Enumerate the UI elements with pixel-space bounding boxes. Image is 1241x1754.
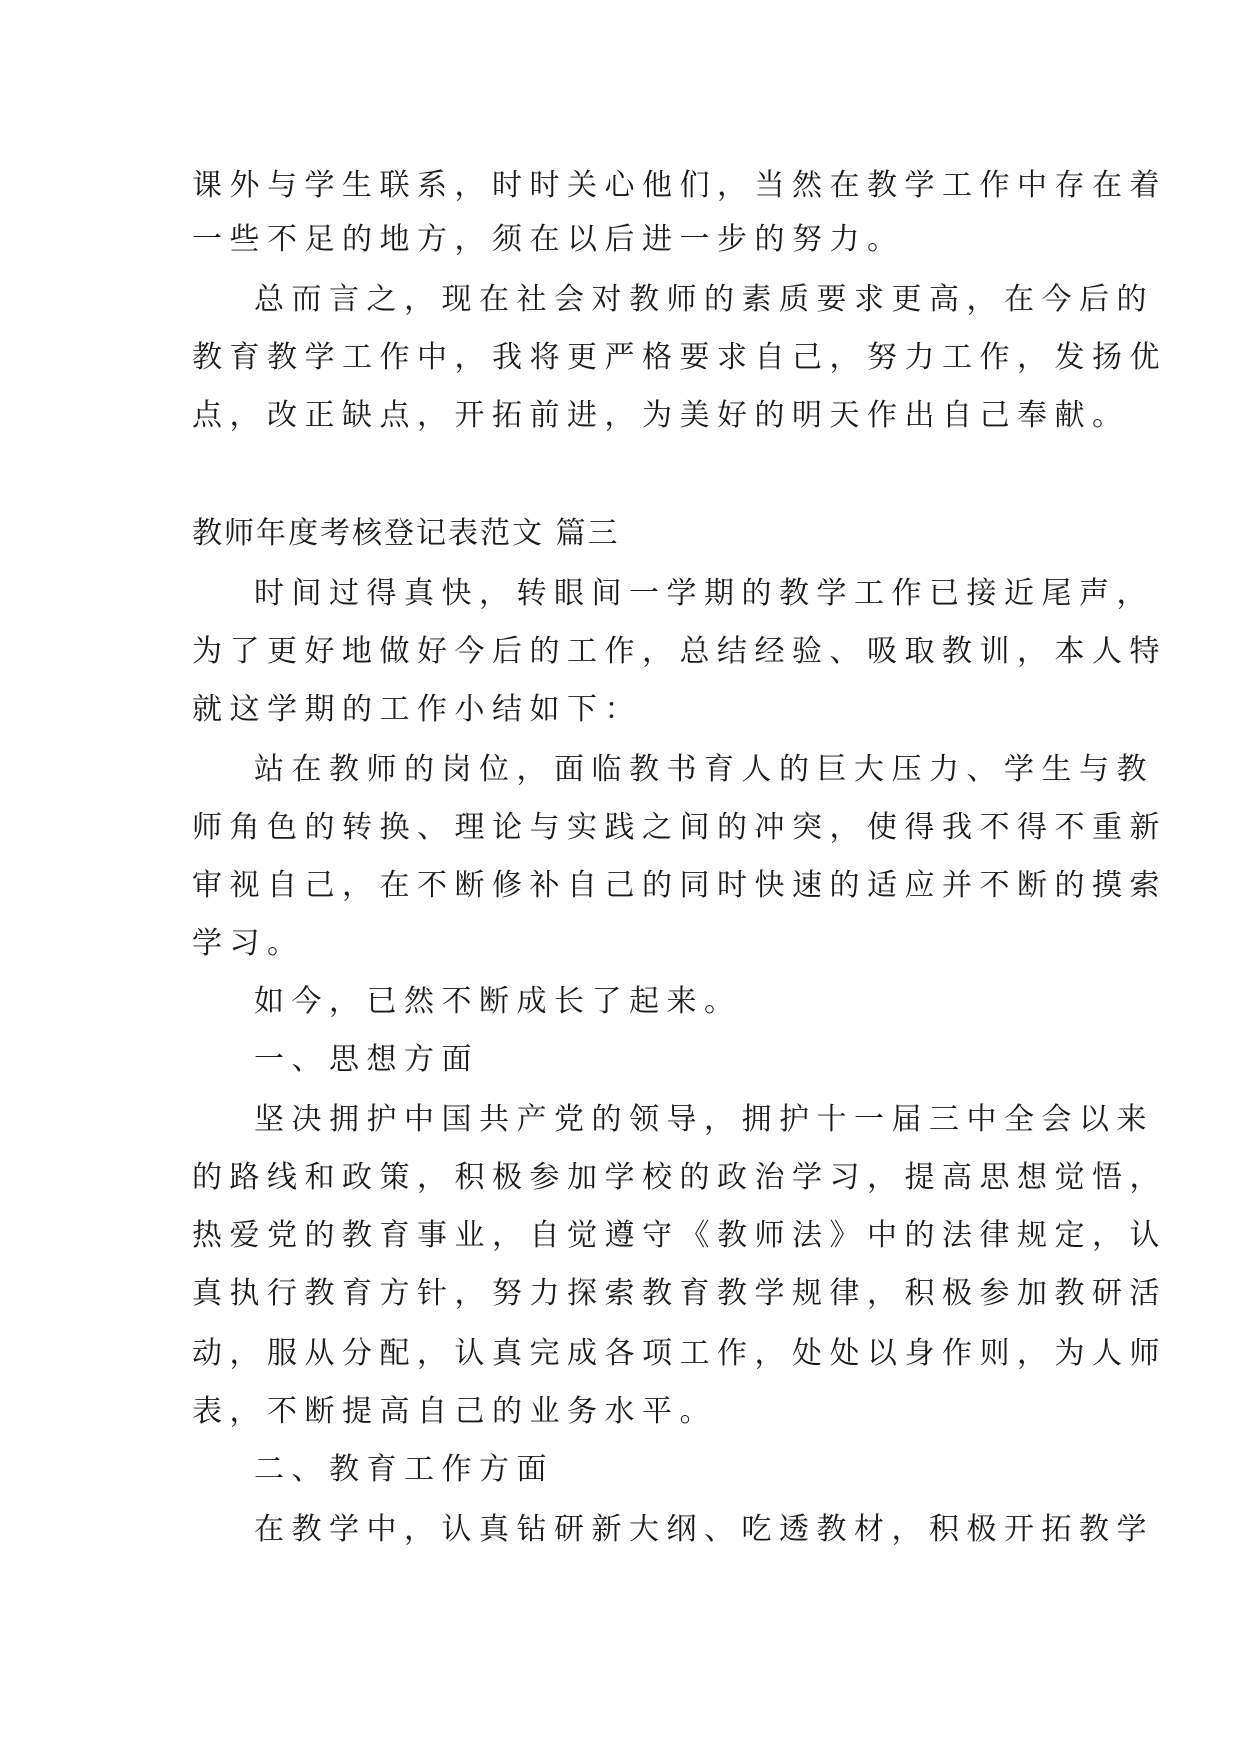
text-line: 动，服从分配，认真完成各项工作，处处以身作则，为人师 (192, 1336, 1167, 1371)
text-line: 一、思想方面 (254, 1042, 479, 1077)
text-line: 学习。 (192, 926, 305, 961)
text-line: 在教学中，认真钻研新大纲、吃透教材，积极开拓教学 (254, 1512, 1154, 1547)
text-line: 时间过得真快，转眼间一学期的教学工作已接近尾声， (254, 576, 1154, 611)
text-line: 就这学期的工作小结如下： (192, 692, 642, 727)
text-line: 的路线和政策，积极参加学校的政治学习，提高思想觉悟， (192, 1160, 1167, 1195)
text-line: 站在教师的岗位，面临教书育人的巨大压力、学生与教 (254, 752, 1154, 787)
section-heading: 教师年度考核登记表范文 篇三 (192, 516, 620, 551)
text-line: 教育教学工作中，我将更严格要求自己，努力工作，发扬优 (192, 340, 1167, 375)
text-line: 为了更好地做好今后的工作，总结经验、吸取教训，本人特 (192, 634, 1167, 669)
text-line: 二、教育工作方面 (254, 1452, 554, 1487)
text-line: 热爱党的教育事业，自觉遵守《教师法》中的法律规定，认 (192, 1218, 1167, 1253)
text-line: 表，不断提高自己的业务水平。 (192, 1394, 717, 1429)
text-line: 如今，已然不断成长了起来。 (254, 984, 742, 1019)
text-line: 审视自己，在不断修补自己的同时快速的适应并不断的摸索 (192, 868, 1167, 903)
text-line: 坚决拥护中国共产党的领导，拥护十一届三中全会以来 (254, 1102, 1154, 1137)
text-line: 真执行教育方针，努力探索教育教学规律，积极参加教研活 (192, 1276, 1167, 1311)
text-line: 总而言之，现在社会对教师的素质要求更高，在今后的 (254, 282, 1154, 317)
text-line: 点，改正缺点，开拓前进，为美好的明天作出自己奉献。 (192, 398, 1130, 433)
text-line: 课外与学生联系，时时关心他们，当然在教学工作中存在着 (192, 168, 1167, 203)
text-line: 师角色的转换、理论与实践之间的冲突，使得我不得不重新 (192, 810, 1167, 845)
text-line: 一些不足的地方，须在以后进一步的努力。 (192, 222, 905, 257)
